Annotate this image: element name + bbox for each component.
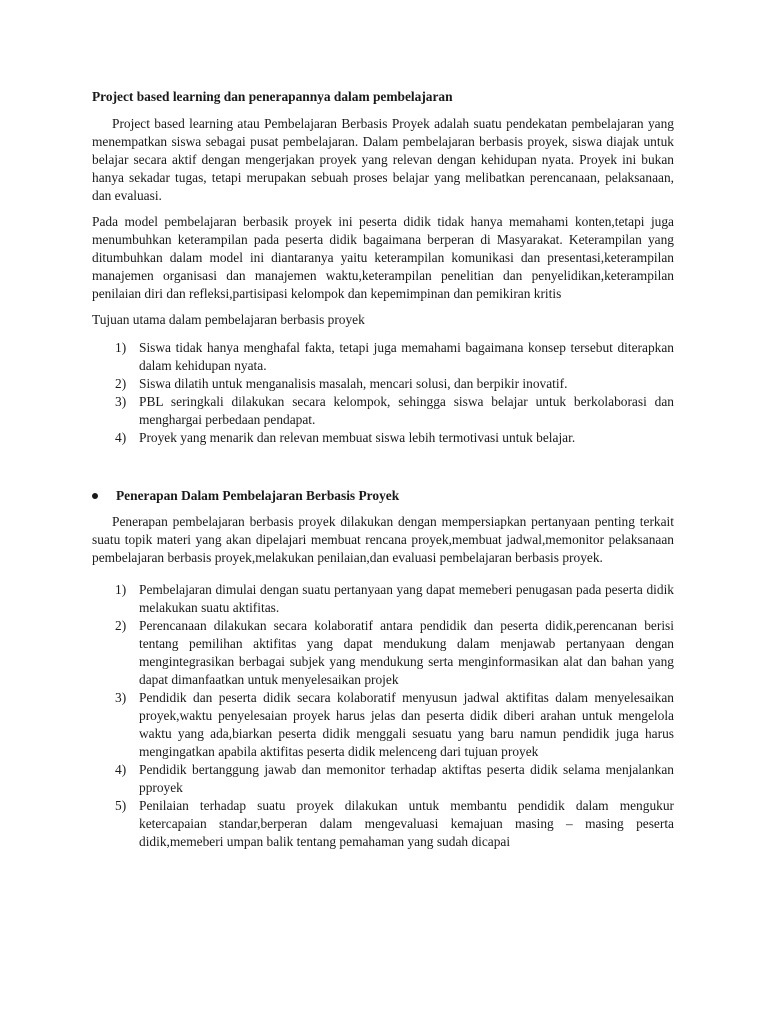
list-item [92, 429, 674, 447]
document-body [92, 88, 674, 859]
intro-paragraph: Project based learning atau Pembelajaran Berbasis Proyek adalah suatu pendekatan pembelajaran yang menempatkan siswa sebagai pusat pembelajaran. Dalam pembelajaran berbasis proyek, siswa diajak untuk belajar secara aktif dengan mengerjakan proyek yang relevan dengan kehidupan nyata. Proyek ini bukan hanya sekadar tugas, tetapi merupakan sebuah proses belajar yang melibatkan perencanaan, pelaksanaan, dan evaluasi. [92, 116, 674, 203]
list-item-number: 5) [115, 798, 127, 813]
list-item-text: Proyek yang menarik dan relevan membuat siswa lebih termotivasi untuk belajar. [139, 430, 576, 445]
document-title: Project based learning dan penerapannya dalam pembelajaran [92, 89, 453, 104]
section-heading-text: Penerapan Dalam Pembelajaran Berbasis Proyek [116, 488, 400, 503]
list-item-text: Pembelajaran dimulai dengan suatu pertanyaan yang dapat memeberi penugasan pada peserta didik melakukan suatu aktifitas. [139, 582, 674, 615]
list-item [92, 689, 674, 761]
list-item [92, 393, 674, 429]
goals-list [92, 339, 674, 447]
list-item-number: 1) [115, 340, 127, 355]
model-paragraph: Pada model pembelajaran berbasik proyek ini peserta didik tidak hanya memahami konten,tetapi juga menumbuhkan keterampilan pada peserta didik bagaimana berperan di Masyarakat. Keterampilan yang ditumbuhkan dalam model ini diantaranya yaitu keterampilan komunikasi dan presentasi,keterampilan manajemen organisasi dan manajemen waktu,keterampilan penelitian dan penyelidikan,keterampilan penilaian diri dan refleksi,partisipasi kelompok dan kepemimpinan dan pemikiran kritis [92, 214, 674, 301]
bullet-icon [92, 493, 98, 499]
list-item-text: Siswa tidak hanya menghafal fakta, tetapi juga memahami bagaimana konsep tersebut diterapkan dalam kehidupan nyata. [139, 340, 674, 373]
list-item-text: Penilaian terhadap suatu proyek dilakukan untuk membantu pendidik dalam mengukur ketercapaian standar,berperan dalam mengevaluasi kemajuan masing – masing peserta didik,memeberi umpan balik tentang pemahaman yang sudah dicapai [139, 798, 674, 849]
list-item-text: Pendidik bertanggung jawab dan memonitor terhadap aktiftas peserta didik selama menjalankan pproyek [139, 762, 674, 795]
steps-list [92, 581, 674, 851]
list-item-text: Perencanaan dilakukan secara kolaboratif antara pendidik dan peserta didik,perencanan berisi tentang pemilihan aktifitas yang dapat mendukung dalam menjawab pertanyaan dengan mengintegrasikan berbagai subjek yang mendukung serta menginformasikan alat dan bahan yang dapat dimanfaatkan untuk menyelesaikan projek [139, 618, 674, 687]
list-item-text: PBL seringkali dilakukan secara kelompok, sehingga siswa belajar untuk berkolaborasi dan menghargai perbedaan pendapat. [139, 394, 674, 427]
list-item [92, 339, 674, 375]
list-item-number: 2) [115, 376, 127, 391]
list-item-number: 1) [115, 582, 127, 597]
list-item-number: 4) [115, 430, 127, 445]
list-item [92, 581, 674, 617]
list-item-number: 4) [115, 762, 127, 777]
application-paragraph: Penerapan pembelajaran berbasis proyek dilakukan dengan mempersiapkan pertanyaan penting terkait suatu topik materi yang akan dipelajari membuat rencana proyek,membuat jadwal,memonitor pelaksanaan pembelajaran berbasis proyek,melakukan penilaian,dan evaluasi pembelajaran berbasis proyek. [92, 514, 674, 565]
list-item-number: 3) [115, 394, 127, 409]
list-item-text: Pendidik dan peserta didik secara kolaboratif menyusun jadwal aktifitas dalam menyelesaikan proyek,waktu penyelesaian proyek harus jelas dan peserta didik diberi arahan untuk mengelola waktu yang ada,biarkan peserta didik menggali sesuatu yang baru namun pendidik juga harus mengingatkan apabila aktifitas peserta didik melenceng dari tujuan proyek [139, 690, 674, 759]
list-item [92, 797, 674, 851]
list-item [92, 617, 674, 689]
list-item [92, 375, 674, 393]
list-item [92, 761, 674, 797]
list-item-text: Siswa dilatih untuk menganalisis masalah, mencari solusi, dan berpikir inovatif. [139, 376, 568, 391]
list-item-number: 2) [115, 618, 127, 633]
goals-intro: Tujuan utama dalam pembelajaran berbasis proyek [92, 312, 365, 327]
section-heading [92, 487, 674, 505]
list-item-number: 3) [115, 690, 127, 705]
